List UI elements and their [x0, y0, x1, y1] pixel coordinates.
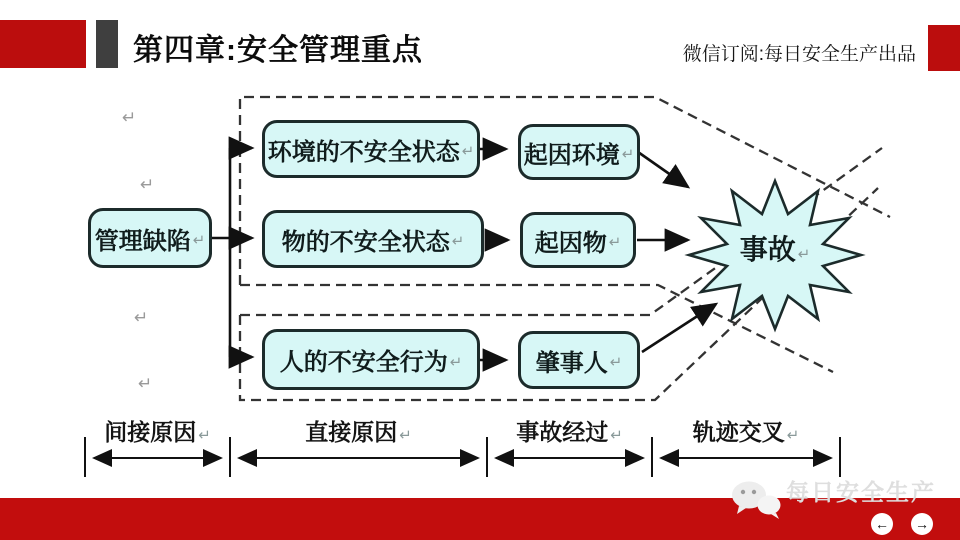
return-mark: ↵ [786, 427, 800, 444]
subscription-text: 微信订阅:每日安全生产出品 [682, 44, 916, 65]
page-title: 第四章:安全管理重点 [133, 34, 423, 67]
node-label: 环境的不安全状态 [267, 138, 460, 166]
node-cause-object [520, 212, 636, 268]
return-mark: ↵ [608, 234, 622, 251]
paragraph-mark: ↵ [140, 175, 155, 194]
node-label: 起因环境 [523, 141, 620, 169]
node-accident-label [715, 228, 835, 268]
return-mark: ↵ [449, 353, 463, 371]
arrow-right-icon: → [915, 516, 929, 532]
node-label: 人的不安全行为 [279, 349, 448, 376]
axis-label-indirect-cause [85, 414, 230, 447]
next-button[interactable] [911, 513, 933, 535]
node-label: 起因物 [534, 229, 607, 257]
node-unsafe-environment-state [262, 120, 480, 178]
axis-label-text: 事故经过 [516, 419, 609, 445]
return-mark: ↵ [610, 427, 623, 444]
node-label: 肇事人 [535, 349, 608, 377]
node-label: 事故 [739, 234, 796, 265]
node-unsafe-human-behavior [262, 329, 480, 390]
return-mark: ↵ [198, 427, 211, 444]
paragraph-mark: ↵ [122, 108, 137, 127]
node-unsafe-object-state [262, 210, 484, 268]
arrow-left-icon: ← [875, 516, 889, 532]
axis-label-text: 间接原因 [104, 419, 197, 445]
return-mark: ↵ [451, 233, 465, 250]
node-label: 物的不安全状态 [281, 228, 450, 256]
node-perpetrator [518, 331, 640, 389]
return-mark: ↵ [797, 246, 811, 263]
return-mark: ↵ [399, 427, 412, 444]
return-mark: ↵ [621, 146, 635, 163]
wechat-icon [730, 480, 782, 520]
paragraph-mark: ↵ [134, 308, 149, 327]
axis-label-text: 直接原因 [305, 419, 398, 445]
prev-button[interactable] [871, 513, 893, 535]
axis-label-accident-course [487, 414, 652, 447]
brand-text: 每日安全生产 [786, 479, 936, 505]
node-label: 管理缺陷 [94, 227, 191, 255]
axis-label-direct-cause [230, 414, 487, 447]
node-cause-environment [518, 124, 640, 180]
axis-label-text: 轨迹交叉 [692, 419, 785, 445]
node-management-defect [88, 208, 212, 268]
return-mark: ↵ [461, 143, 475, 160]
axis-label-trajectory-crossing [652, 414, 840, 447]
paragraph-mark: ↵ [138, 374, 153, 393]
return-mark: ↵ [609, 354, 623, 371]
return-mark: ↵ [192, 232, 206, 249]
